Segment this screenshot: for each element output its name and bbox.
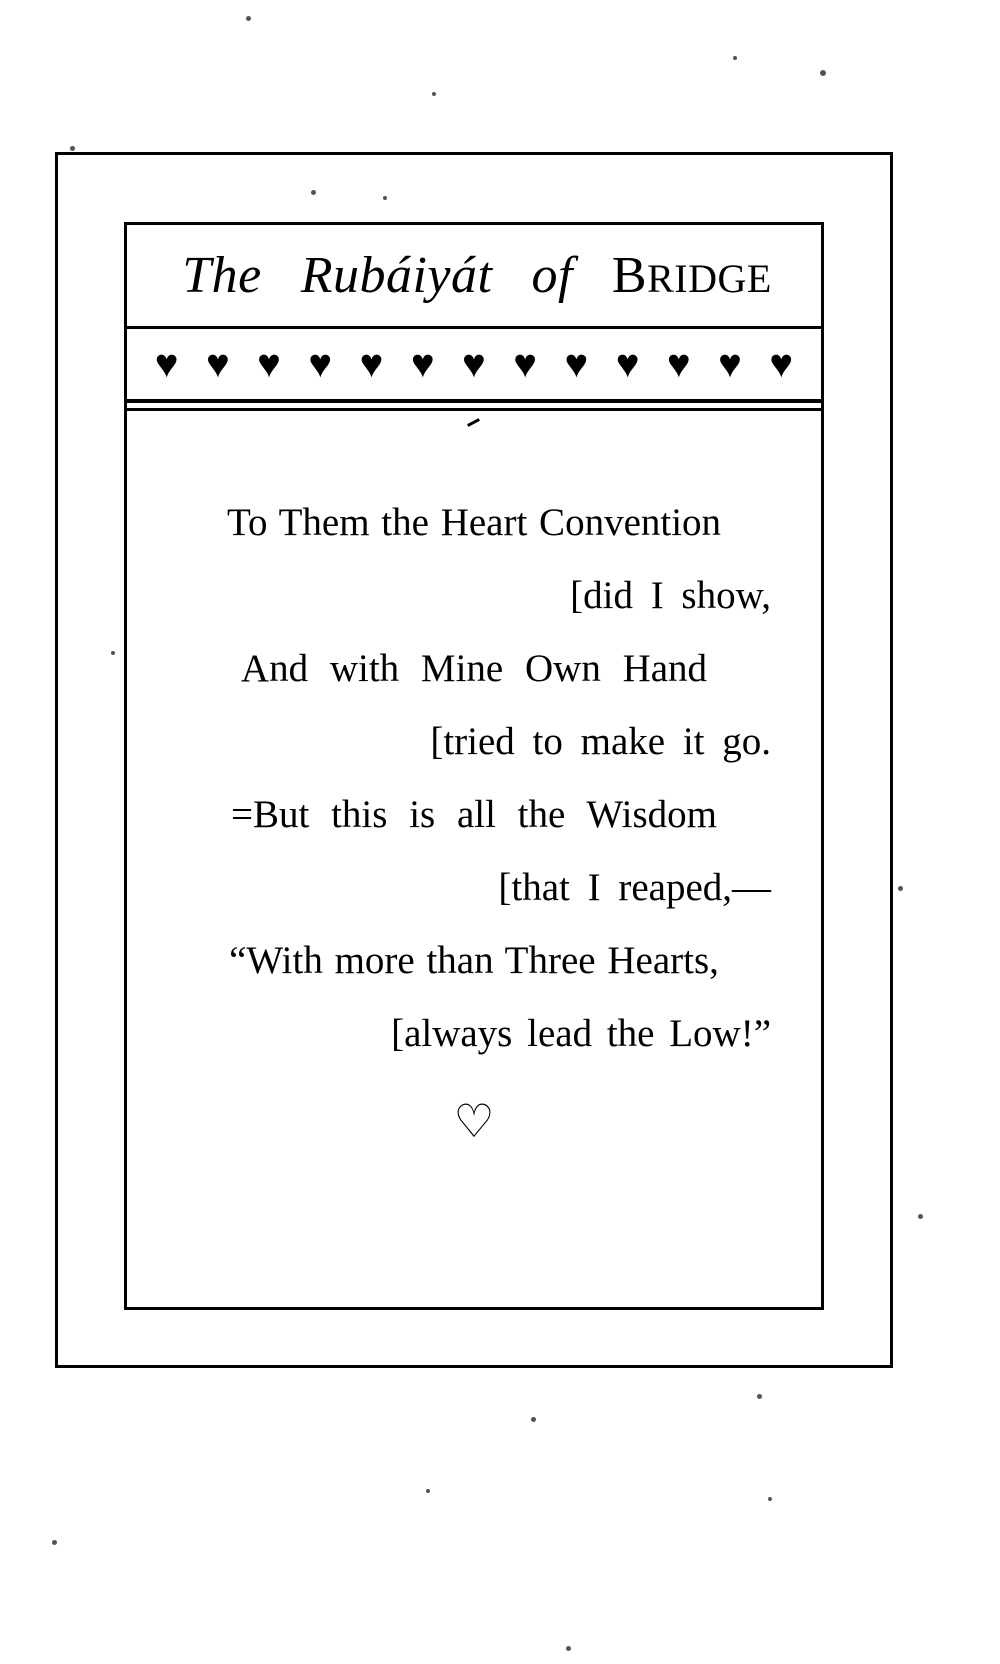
heart-icon: ♥ [564,341,589,386]
scan-speck [820,70,826,76]
verse-line: And with Mine Own Hand [240,647,708,690]
verse-line: To Them the Heart Convention [226,501,722,544]
verse-line: [tried to make it go. [430,720,771,763]
heart-icon: ♥ [615,341,640,386]
scan-speck [432,92,436,96]
scan-speck [733,56,737,60]
heart-icon: ♥ [257,341,281,386]
verse-line: =But this is all the Wisdom [231,793,717,836]
double-rule [127,403,821,411]
heart-ornament-band [127,329,821,403]
scan-speck [898,886,903,891]
scan-speck [757,1394,762,1399]
scan-speck [426,1489,430,1493]
verse-line: “With more than Three Hearts, [229,939,719,982]
scan-speck [246,16,251,21]
scan-speck [52,1540,57,1545]
title-word-of: of [531,247,573,304]
heart-icon: ♥ [410,341,435,386]
heart-icon: ♥ [462,341,486,386]
scan-speck [531,1417,536,1422]
heart-icon: ♥ [513,341,538,386]
heart-icon: ♥ [359,341,384,386]
heart-icon: ♥ [154,341,179,386]
verse-line: [that I reaped,— [498,866,771,909]
verse-block [127,411,821,1145]
heart-icon: ♥ [718,341,742,386]
poem-panel [124,222,824,1310]
heart-icon: ♥ [205,341,230,386]
scan-speck [566,1646,571,1651]
heart-icon: ♥ [308,341,333,386]
outline-heart-icon: ♡ [453,1096,495,1147]
verse-line: [did I show, [570,574,771,617]
page-title [176,246,772,305]
verse-line: [always lead the Low!” [391,1012,771,1055]
title-word-the: The [182,247,262,304]
scan-speck [918,1214,923,1219]
title-word-bridge [612,247,772,303]
scan-speck [768,1497,772,1501]
scan-speck [70,146,75,151]
title-bridge-initial: B [611,247,648,304]
title-word-rubaiyat: Rubáiyát [300,247,493,304]
title-band [127,225,821,329]
heart-icon: ♥ [666,341,691,386]
title-bridge-rest: RIDGE [647,256,772,301]
heart-icon: ♥ [769,341,794,386]
